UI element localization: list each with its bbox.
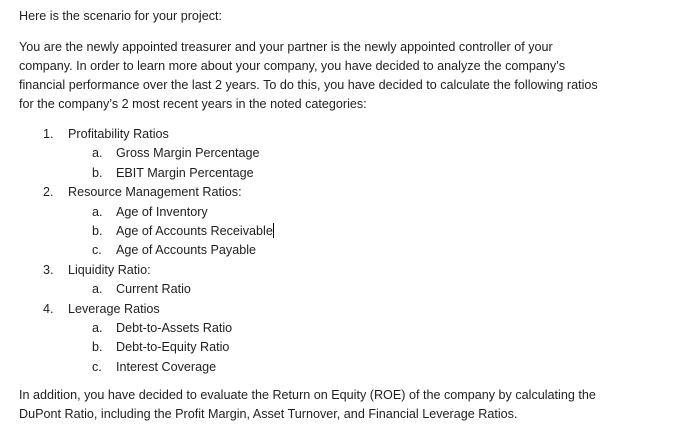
sub-item [0, 280, 679, 299]
sub-item [0, 164, 679, 183]
sub-item-label: Current Ratio [116, 282, 191, 297]
ratio-list [0, 125, 679, 377]
sub-item-label: Debt-to-Equity Ratio [116, 340, 230, 355]
sub-item [0, 241, 679, 260]
list-number: 1. [43, 127, 54, 141]
paragraph-line: for the company’s 2 most recent years in the noted categories: [19, 97, 367, 111]
sub-item-label: Gross Margin Percentage [116, 146, 260, 161]
sub-letter: c. [92, 359, 102, 374]
list-item-liquidity [0, 261, 679, 280]
scenario-paragraph [19, 38, 598, 114]
paragraph-line: DuPont Ratio, including the Profit Margin, Asset Turnover, and Financial Leverage Ratios. [19, 407, 518, 421]
sub-letter: b. [92, 340, 103, 355]
list-number: 3. [43, 262, 54, 277]
sub-item-label: EBIT Margin Percentage [116, 165, 254, 180]
sub-item [0, 358, 679, 377]
sub-letter: a. [92, 320, 103, 335]
paragraph-line: You are the newly appointed treasurer and your partner is the newly appointed controller of your [19, 40, 553, 54]
sub-item-label: Age of Accounts Payable [116, 243, 257, 258]
paragraph-line: In addition, you have decided to evaluate the Return on Equity (ROE) of the company by calculating the [19, 388, 596, 402]
intro-line: Here is the scenario for your project: [19, 9, 222, 23]
list-item-label: Profitability Ratios [68, 127, 169, 141]
sub-item-label: Debt-to-Assets Ratio [116, 320, 233, 335]
sub-item [0, 203, 679, 222]
sub-item [0, 338, 679, 357]
sub-item-label: Interest Coverage [116, 359, 217, 374]
sub-letter: a. [92, 282, 103, 297]
sub-item-text: Age of Accounts Receivable [116, 223, 273, 238]
list-number: 2. [43, 185, 54, 200]
roe-paragraph [19, 386, 596, 424]
sub-item [0, 144, 679, 163]
sub-letter: b. [92, 223, 103, 238]
list-item-leverage [0, 300, 679, 319]
text-cursor [273, 223, 274, 238]
list-item-label: Liquidity Ratio: [68, 262, 151, 277]
sub-letter: a. [92, 204, 103, 219]
list-item-label: Resource Management Ratios: [68, 185, 242, 200]
list-item-profitability [0, 125, 679, 144]
list-number: 4. [43, 301, 54, 316]
sub-letter: b. [92, 165, 103, 180]
sub-letter: a. [92, 146, 103, 161]
sub-item-label [116, 222, 274, 241]
sub-item [0, 222, 679, 241]
list-item-resource-management [0, 183, 679, 202]
list-item-label: Leverage Ratios [68, 301, 160, 316]
sub-item-label: Age of Inventory [116, 204, 208, 219]
paragraph-line: company. In order to learn more about your company, you have decided to analyze the company’s [19, 59, 566, 73]
sub-item [0, 319, 679, 338]
sub-letter: c. [92, 243, 102, 258]
paragraph-line: financial performance over the last 2 years. To do this, you have decided to calculate the following ratios [19, 78, 598, 92]
